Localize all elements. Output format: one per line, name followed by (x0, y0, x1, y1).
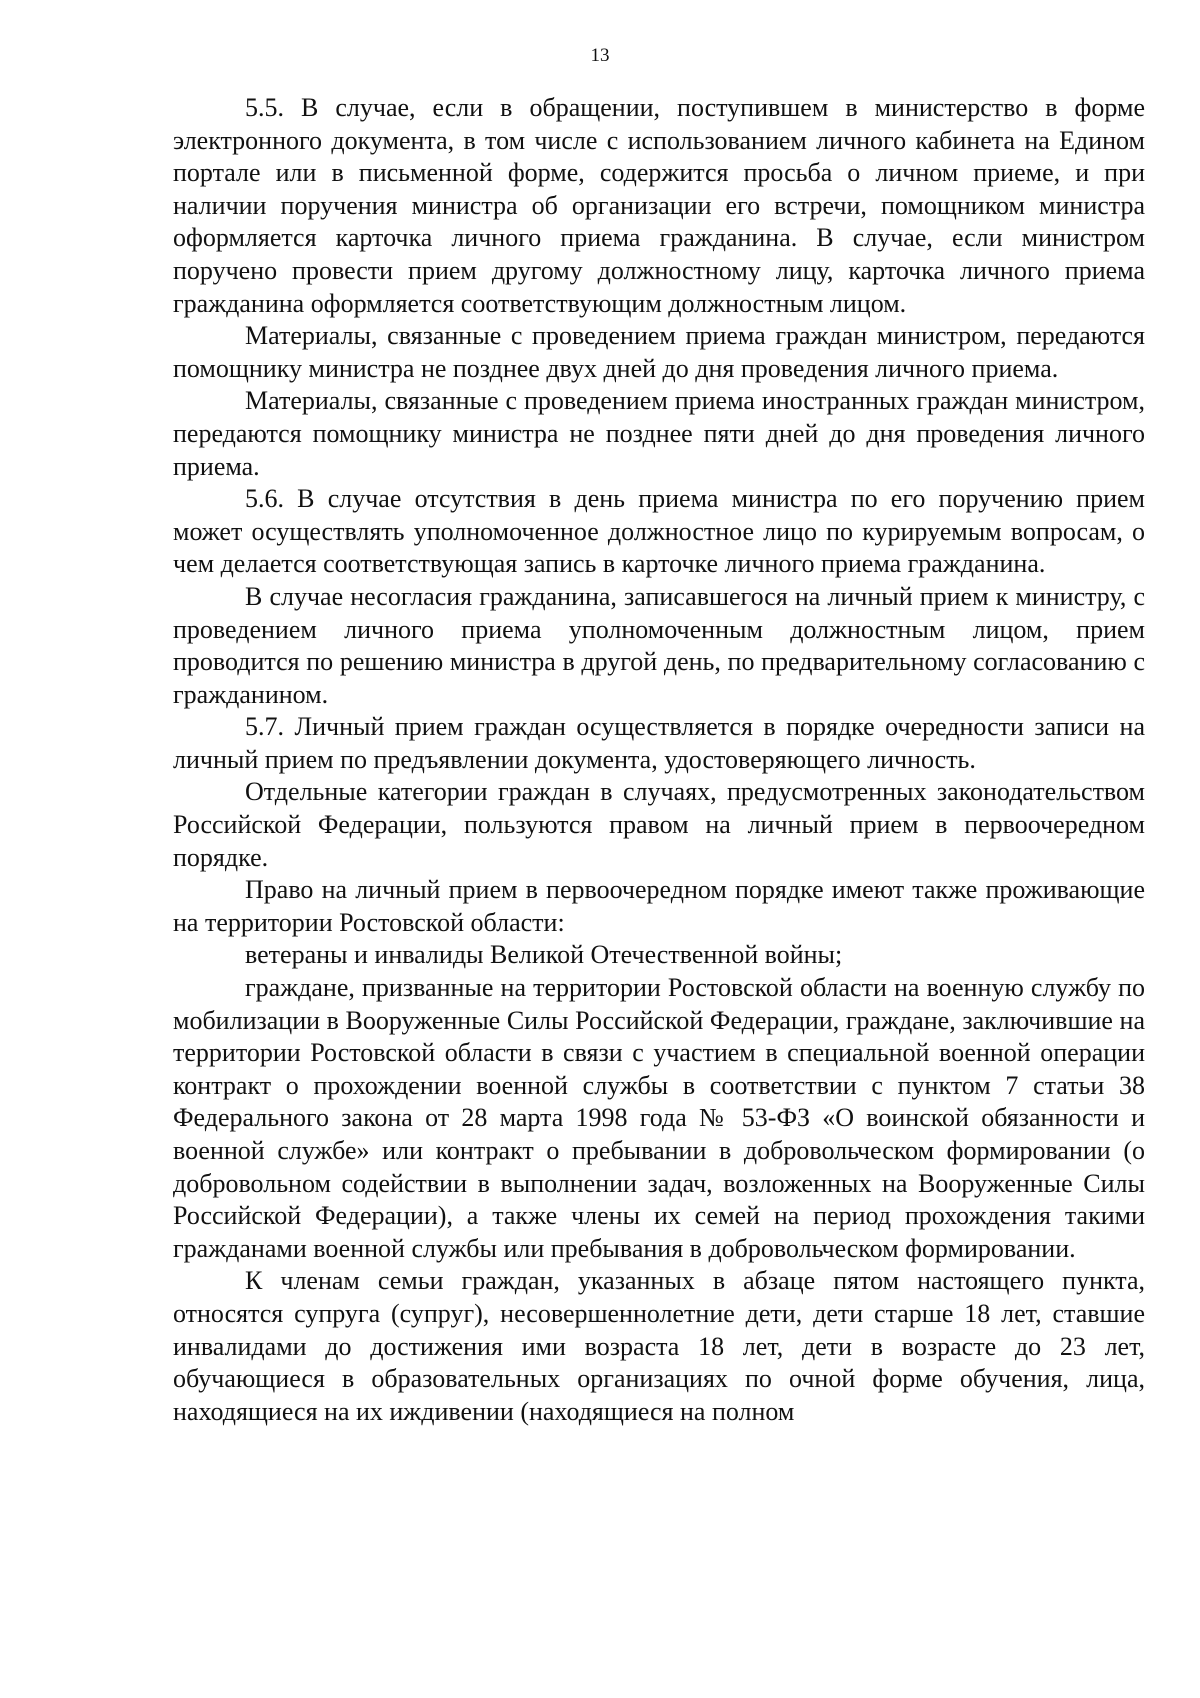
page-number: 13 (590, 45, 610, 66)
paragraph-materials-foreign: Материалы, связанные с проведением приема иностранных граждан министром, передаются помощнику министра не позднее пяти дней до дня проведения личного приема. (173, 386, 1145, 481)
document-body (173, 92, 1145, 1428)
paragraph-disagreement: В случае несогласия гражданина, записавшегося на личный прием к министру, с проведением личного приема уполномоченным должностным лицом, прием проводится по решению министра в другой день, по предварительному согласованию с гражданином. (173, 581, 1145, 709)
paragraph-veterans: ветераны и инвалиды Великой Отечественной войны; (245, 940, 843, 970)
paragraph-mobilized: граждане, призванные на территории Ростовской области на военную службу по мобилизации в Вооруженные Силы Российской Федерации, граждане, заключившие на территории Ростовской области в связи с участием в специальной военной операции контракт о прохождении военной службы в соответствии с пунктом 7 статьи 38 Федерального закона от 28 марта 1998 года № 53-ФЗ «О воинской обязанности и военной службе» или контракт о пребывании в добровольческом формировании (о добровольном содействии в выполнении задач, возложенных на Вооруженные Силы Российской Федерации), а также члены их семей на период прохождения такими гражданами военной службы или пребывания в добровольческом формировании. (173, 973, 1145, 1263)
paragraph-categories: Отдельные категории граждан в случаях, предусмотренных законодательством Российской Федерации, пользуются правом на личный прием в первоочередном порядке. (173, 777, 1145, 872)
paragraph-5-6: 5.6. В случае отсутствия в день приема министра по его поручению прием может осуществлять уполномоченное должностное лицо по курируемым вопросам, о чем делается соответствующая запись в карточке личного приема гражданина. (173, 484, 1145, 579)
paragraph-materials-minister: Материалы, связанные с проведением приема граждан министром, передаются помощнику министра не позднее двух дней до дня проведения личного приема. (173, 321, 1145, 383)
paragraph-5-7: 5.7. Личный прием граждан осуществляется в порядке очередности записи на личный прием по предъявлении документа, удостоверяющего личность. (173, 712, 1145, 774)
paragraph-5-5: 5.5. В случае, если в обращении, поступившем в министерство в форме электронного документа, в том числе с использованием личного кабинета на Едином портале или в письменной форме, содержится просьба о личном приеме, и при наличии поручения министра об организации его встречи, помощником министра оформляется карточка личного приема гражданина. В случае, если министром поручено провести прием другому должностному лицу, карточка личного приема гражданина оформляется соответствующим должностным лицом. (173, 93, 1145, 318)
paragraph-priority-right: Право на личный прием в первоочередном порядке имеют также проживающие на территории Ростовской области: (173, 875, 1145, 937)
paragraph-family-members: К членам семьи граждан, указанных в абзаце пятом настоящего пункта, относятся супруга (супруг), несовершеннолетние дети, дети старше 18 лет, ставшие инвалидами до достижения ими возраста 18 лет, дети в возрасте до 23 лет, обучающиеся в образовательных организациях по очной форме обучения, лица, находящиеся на их иждивении (находящиеся на полном (173, 1266, 1145, 1426)
